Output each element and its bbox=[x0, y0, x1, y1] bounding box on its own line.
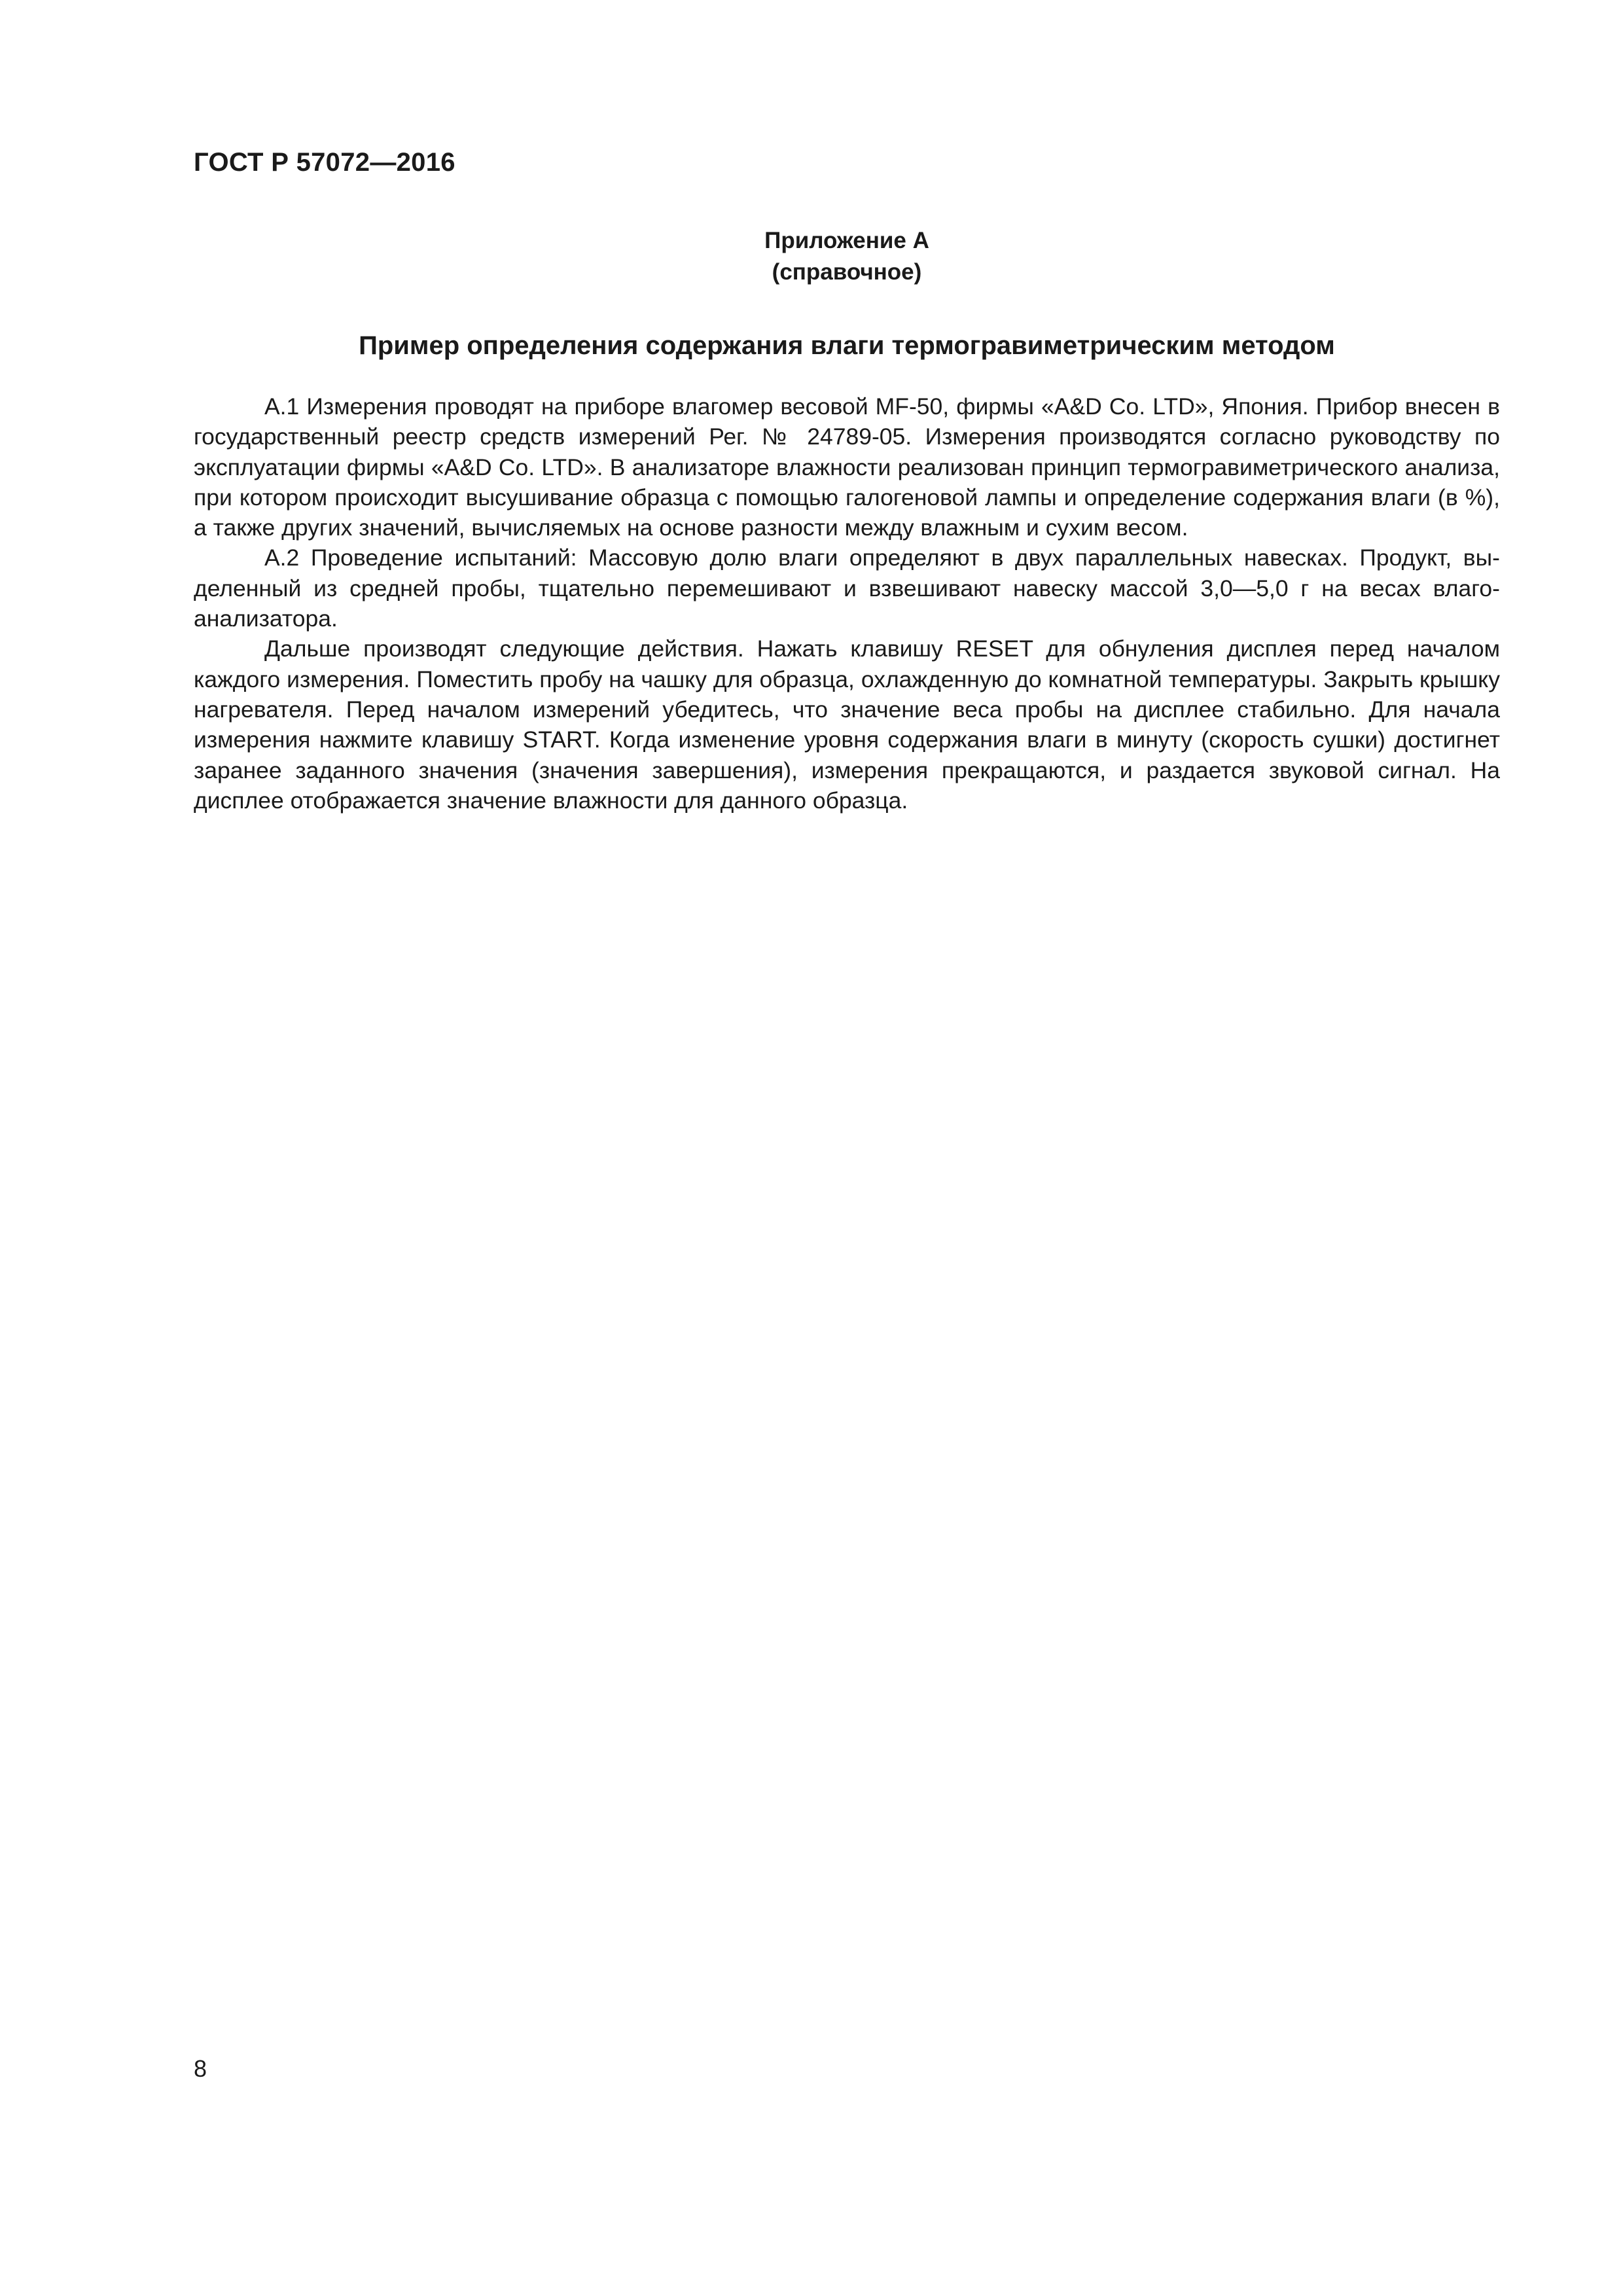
document-header-code: ГОСТ Р 57072—2016 bbox=[194, 148, 455, 177]
appendix-title: Приложение А bbox=[764, 228, 929, 253]
section-title: Пример определения содержания влаги термогравиметрическим методом bbox=[359, 331, 1335, 360]
page-number: 8 bbox=[194, 2055, 207, 2082]
appendix-status: (справочное) bbox=[772, 259, 922, 285]
appendix-heading bbox=[194, 225, 1500, 288]
paragraph-a1: А.1 Измерения проводят на приборе влагомер весовой MF-50, фирмы «A&D Co. LTD», Япония. Прибор внесен в государственный реестр средств измерений Рег. № 24789-05. Измерения производятся согласно руководству по эксплуатации фирмы «A&D Co. LTD». В анализаторе влажности реализован принцип термогравиметрического анализа, при котором происходит высушивание образца с помощью галогеновой лампы и определение содержания влаги (в %), а также других значений, вычисляемых на основе разности между влажным и сухим весом. bbox=[194, 393, 1500, 541]
paragraph-a2: А.2 Проведение испытаний: Массовую долю влаги определяют в двух параллельных навесках. Продукт, выделенный из средней пробы, тщательно перемешивают и взвешивают навеску массой 3,0—5,0 г на весах влагоанализатора. bbox=[194, 545, 1500, 632]
document-body bbox=[194, 391, 1500, 816]
paragraph-procedure: Дальше производят следующие действия. Нажать клавишу RESET для обнуления дисплея перед началом каждого измерения. Поместить пробу на чашку для образца, охлажденную до комнатной температуры. Закрыть крышку нагревателя. Перед началом измерений убедитесь, что значение веса пробы на дисплее стабильно. Для начала измерения нажмите клавишу START. Когда изменение уровня содержания влаги в минуту (скорость сушки) достигнет заранее заданного значения (значения завершения), измерения прекращаются, и раздается звуковой сигнал. На дисплее отображается значение влажности для данного образца. bbox=[194, 636, 1500, 814]
